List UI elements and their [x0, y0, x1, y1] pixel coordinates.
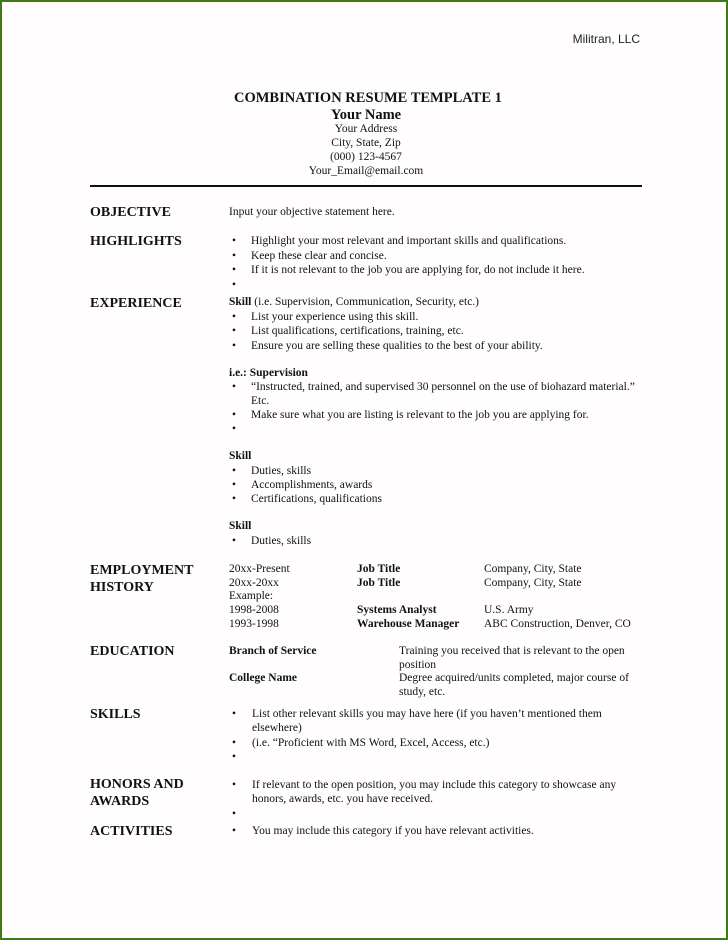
education-name: College Name — [229, 672, 298, 684]
bullet-icon: • — [232, 279, 237, 291]
employment-dates: 1998-2008 — [229, 604, 279, 616]
honors-item-continued: honors, awards, etc. you have received. — [252, 793, 434, 805]
education-detail: position — [399, 659, 437, 671]
section-label-activities: ACTIVITIES — [90, 824, 173, 839]
section-label-honors — [90, 776, 184, 810]
example-item-continued: Etc. — [251, 395, 270, 407]
bullet-icon: • — [232, 409, 237, 421]
example-skill-heading: i.e.: Supervision — [229, 367, 308, 379]
employment-dates: 1993-1998 — [229, 618, 279, 630]
bullet-icon: • — [232, 340, 237, 352]
employment-title: Job Title — [357, 577, 401, 589]
skills-item: (i.e. “Proficient with MS Word, Excel, Access, etc.) — [252, 737, 490, 749]
bullet-icon: • — [232, 825, 237, 837]
skill-label: Skill — [229, 296, 252, 308]
skill-heading — [229, 295, 479, 309]
employment-title: Systems Analyst — [357, 604, 437, 616]
activities-item: You may include this category if you have relevant activities. — [252, 825, 534, 837]
section-label-line: AWARDS — [90, 794, 150, 809]
bullet-icon: • — [232, 779, 237, 791]
section-label-objective: OBJECTIVE — [90, 205, 171, 220]
bullet-icon: • — [232, 751, 237, 763]
experience-item: List qualifications, certifications, training, etc. — [251, 325, 464, 337]
bullet-icon: • — [232, 493, 237, 505]
objective-text: Input your objective statement here. — [229, 206, 395, 218]
phone-line: (000) 123-4567 — [330, 151, 402, 163]
bullet-icon: • — [232, 737, 237, 749]
education-name: Branch of Service — [229, 645, 317, 657]
honors-item: If relevant to the open position, you may include this category to showcase any — [252, 779, 617, 791]
employment-dates: 20xx-Present — [229, 563, 290, 575]
skill-heading: Skill — [229, 520, 252, 532]
section-label-line: HISTORY — [90, 580, 154, 595]
bullet-icon: • — [232, 311, 237, 323]
employment-title: Job Title — [357, 563, 401, 575]
experience-item: List your experience using this skill. — [251, 311, 419, 323]
section-label-line: HONORS AND — [90, 777, 184, 792]
bullet-icon: • — [232, 465, 237, 477]
document-title: COMBINATION RESUME TEMPLATE 1 — [234, 90, 502, 106]
highlight-item: Keep these clear and concise. — [251, 250, 387, 262]
employment-company: Company, City, State — [484, 577, 582, 589]
employment-title: Warehouse Manager — [357, 618, 460, 630]
skill-item: Certifications, qualifications — [251, 493, 382, 505]
bullet-icon: • — [232, 325, 237, 337]
bullet-icon: • — [232, 381, 237, 393]
header-divider — [90, 185, 642, 187]
skills-item-continued: elsewhere) — [252, 722, 302, 734]
highlight-item: If it is not relevant to the job you are applying for, do not include it here. — [251, 264, 585, 276]
bullet-icon: • — [232, 235, 237, 247]
skills-item: List other relevant skills you may have here (if you haven’t mentioned them — [252, 708, 602, 720]
applicant-name: Your Name — [330, 107, 402, 123]
address-line: Your Address — [334, 123, 398, 135]
bullet-icon: • — [232, 264, 237, 276]
example-item: Make sure what you are listing is relevant to the job you are applying for. — [251, 409, 589, 421]
highlight-item: Highlight your most relevant and important skills and qualifications. — [251, 235, 567, 247]
education-detail: Training you received that is relevant to the open — [399, 645, 625, 657]
skill-item: Duties, skills — [251, 465, 312, 477]
section-label-education: EDUCATION — [90, 644, 175, 659]
example-item: “Instructed, trained, and supervised 30 personnel on the use of biohazard material.” — [251, 381, 635, 393]
employment-company: U.S. Army — [484, 604, 534, 616]
section-label-experience: EXPERIENCE — [90, 296, 182, 311]
skill-item: Duties, skills — [251, 535, 312, 547]
city-line: City, State, Zip — [331, 137, 401, 149]
section-label-skills: SKILLS — [90, 707, 141, 722]
bullet-icon: • — [232, 708, 237, 720]
education-detail: study, etc. — [399, 686, 446, 698]
skill-item: Accomplishments, awards — [251, 479, 373, 491]
bullet-icon: • — [232, 479, 237, 491]
email-line: Your_Email@email.com — [308, 165, 424, 177]
employment-company: ABC Construction, Denver, CO — [484, 618, 631, 630]
bullet-icon: • — [232, 423, 237, 435]
employment-example-label: Example: — [229, 590, 274, 602]
section-label-employment — [90, 562, 193, 596]
skill-note: (i.e. Supervision, Communication, Security, etc.) — [251, 296, 480, 308]
employment-company: Company, City, State — [484, 563, 582, 575]
experience-item: Ensure you are selling these qualities to the best of your ability. — [251, 340, 543, 352]
bullet-icon: • — [232, 250, 237, 262]
education-detail: Degree acquired/units completed, major course of — [399, 672, 629, 684]
employment-dates: 20xx-20xx — [229, 577, 279, 589]
section-label-line: EMPLOYMENT — [90, 563, 194, 578]
bullet-icon: • — [232, 535, 237, 547]
section-label-highlights: HIGHLIGHTS — [90, 234, 182, 249]
skill-heading: Skill — [229, 450, 252, 462]
bullet-icon: • — [232, 808, 237, 820]
company-name: Militran, LLC — [572, 32, 640, 46]
